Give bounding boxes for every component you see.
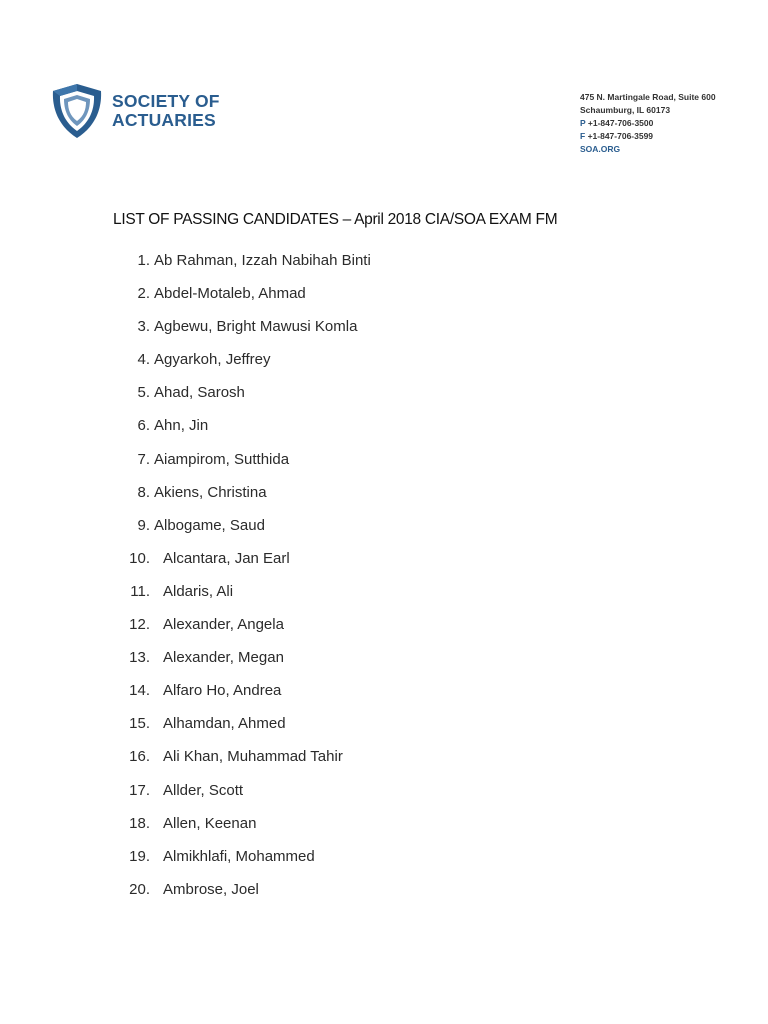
list-item-name: Aldaris, Ali [163,582,234,600]
list-item-name: Akiens, Christina [154,483,267,501]
list-item-name: Aiampirom, Sutthida [154,450,290,468]
list-item-name: Albogame, Saud [154,516,265,534]
soa-logo [50,82,220,140]
list-item-name: Alexander, Megan [163,649,284,667]
list-item-number: 17. [129,781,150,799]
list-item-name: Almikhlafi, Mohammed [163,847,315,865]
phone-number: +1-847-706-3500 [587,118,654,128]
list-item-number: 3. [137,318,150,336]
list-item-number: 6. [137,417,150,435]
list-item-number: 11. [130,582,150,600]
list-item-name: Agyarkoh, Jeffrey [154,351,271,369]
list-item-number: 7. [137,450,150,468]
list-item-name: Alexander, Angela [163,616,284,634]
list-item-name: Allder, Scott [163,781,244,799]
list-item-number: 12. [129,616,150,634]
list-item-number: 13. [129,649,150,667]
address-phone [580,117,716,130]
list-item-number: 9. [137,516,150,534]
address-city: Schaumburg, IL 60173 [580,105,671,115]
list-item-number: 18. [129,814,150,832]
list-item-number: 14. [129,682,150,700]
list-item-name: Alhamdan, Ahmed [163,715,286,733]
list-item-name: Ahad, Sarosh [154,384,245,402]
list-item-name: Allen, Keenan [163,814,257,832]
list-item-name: Ab Rahman, Izzah Nabihah Binti [154,252,371,269]
list-item-name: Alcantara, Jan Earl [163,549,290,567]
logo-wordmark [112,92,220,130]
website-link[interactable]: SOA.ORG [580,144,621,154]
fax-prefix: F [580,131,586,141]
list-item-name: Ambrose, Joel [163,880,259,898]
list-item-name: Abdel-Motaleb, Ahmad [154,285,306,303]
list-item-number: 16. [129,748,150,766]
list-item-number: 4. [137,351,150,369]
list-item-name: Agbewu, Bright Mawusi Komla [154,318,358,336]
address-block [580,91,716,156]
list-item-number: 5. [137,384,150,402]
address-fax [580,130,716,143]
list-item-name: Alfaro Ho, Andrea [163,682,282,700]
list-item-number: 15. [129,715,150,733]
logo-line-1: SOCIETY OF [112,91,220,111]
list-item-number: 19. [129,847,150,865]
list-item-number: 2. [137,285,150,303]
list-item-name: Ali Khan, Muhammad Tahir [163,748,343,766]
logo-line-2: ACTUARIES [112,110,216,130]
shield-logo-icon [50,82,104,140]
list-item-number: 10. [129,549,150,567]
phone-prefix: P [580,118,586,128]
list-item-name: Ahn, Jin [154,417,209,435]
address-street: 475 N. Martingale Road, Suite 600 [580,92,716,102]
page-title: LIST OF PASSING CANDIDATES – April 2018 CIA/SOA EXAM FM [113,211,558,228]
list-item-number: 20. [129,880,150,898]
list-item-number: 8. [137,483,150,501]
list-item-number: 1. [137,252,150,269]
fax-number: +1-847-706-3599 [587,131,654,141]
